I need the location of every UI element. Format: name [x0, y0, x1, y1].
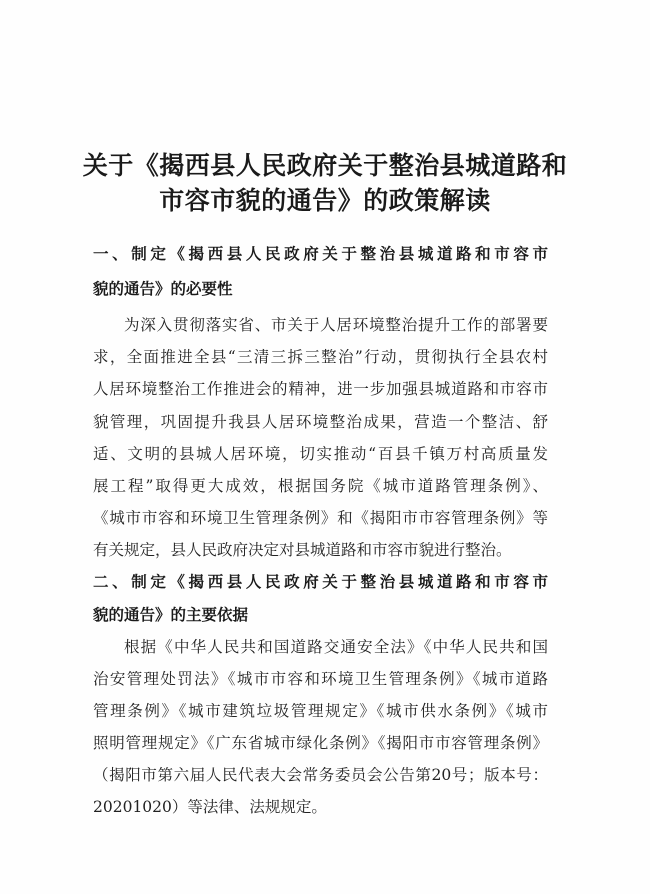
section-2-paragraph-line-1: 根据《中华人民共和国道路交通安全法》《中华人民共和国 [124, 638, 548, 656]
section-2-heading-line-2: 貌的通告》的主要依据 [93, 606, 249, 624]
section-1-heading-line-1: 一、制定《揭西县人民政府关于整治县城道路和市容市 [93, 245, 548, 263]
document-title-line-1: 关于《揭西县人民政府关于整治县城道路和 [82, 151, 568, 180]
section-2-paragraph-line-6: 20201020）等法律、法规规定。 [93, 798, 327, 816]
section-1-paragraph-line-3: 人居环境整治工作推进会的精神，进一步加强县城道路和市容市 [93, 380, 548, 398]
section-1-paragraph-line-7: 《城市市容和环境卫生管理条例》和《揭阳市市容管理条例》等 [93, 509, 548, 527]
section-1-paragraph-line-4: 貌管理，巩固提升我县人居环境整治成果，营造一个整洁、舒 [93, 413, 548, 431]
section-2-paragraph-line-2: 治安管理处罚法》《城市市容和环境卫生管理条例》《城市道路 [93, 670, 548, 688]
section-2-paragraph-line-3: 管理条例》《城市建筑垃圾管理规定》《城市供水条例》《城市 [93, 702, 548, 720]
section-2-paragraph-line-4: 照明管理规定》《广东省城市绿化条例》《揭阳市市容管理条例》 [93, 734, 548, 752]
document-title-line-2: 市容市貌的通告》的政策解读 [159, 186, 491, 215]
section-1-paragraph-line-1: 为深入贯彻落实省、市关于人居环境整治提升工作的部署要 [124, 316, 548, 334]
section-2-heading-line-1: 二、制定《揭西县人民政府关于整治县城道路和市容市 [93, 573, 548, 591]
section-2-paragraph-line-5: （揭阳市第六届人民代表大会常务委员会公告第20号；版本号： [93, 766, 548, 784]
section-1-paragraph-line-8: 有关规定，县人民政府决定对县城道路和市容市貌进行整治。 [93, 541, 512, 559]
section-1-paragraph-line-6: 展工程”取得更大成效，根据国务院《城市道路管理条例》、 [93, 477, 548, 495]
section-1-paragraph-line-2: 求，全面推进全县“三清三拆三整治”行动，贯彻执行全县农村 [93, 348, 548, 366]
section-1-heading-line-2: 貌的通告》的必要性 [93, 280, 233, 298]
section-1-paragraph-line-5: 适、文明的县城人居环境，切实推动“百县千镇万村高质量发 [93, 445, 548, 463]
